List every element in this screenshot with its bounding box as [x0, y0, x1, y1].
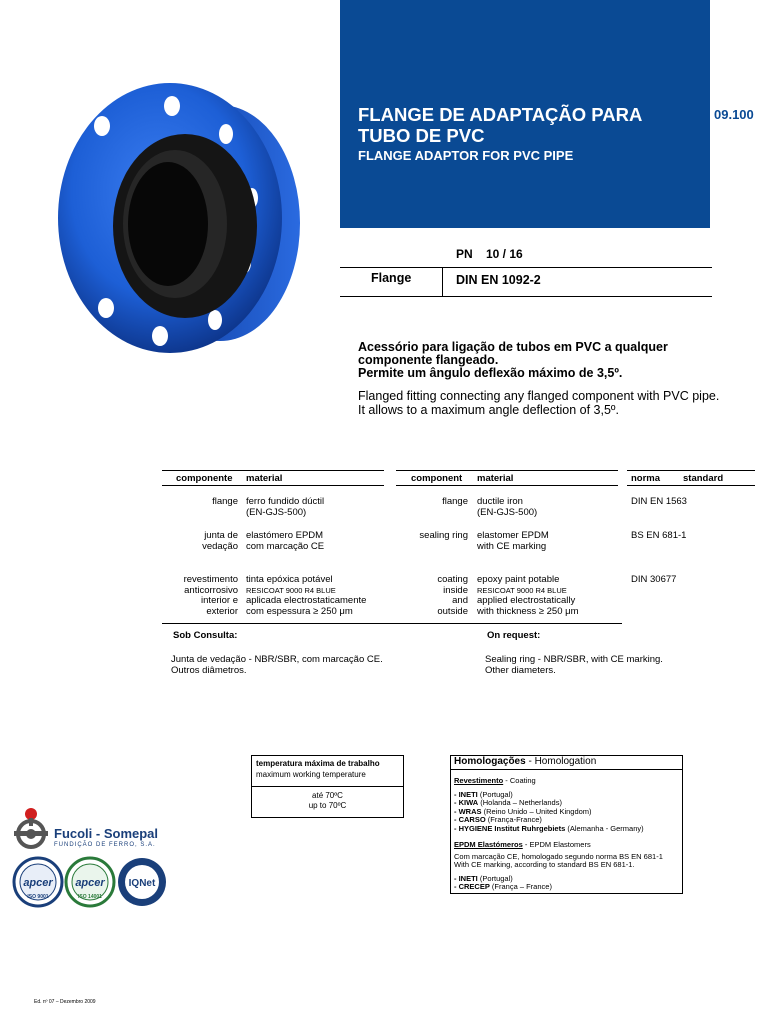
table-rule — [627, 470, 755, 471]
cell-line: com marcação CE — [246, 540, 325, 552]
cell-line: inside — [443, 584, 468, 596]
cert-name: - INETI — [454, 873, 478, 883]
note-heading-pt: Sob Consulta: — [173, 630, 238, 641]
temperature-label-en: maximum working temperature — [256, 770, 366, 779]
cert-name: - CARSO — [454, 815, 486, 824]
column-header: material — [246, 473, 283, 484]
epdm-text: Com marcação CE, homologado segundo norma BS EN 681-1 — [454, 851, 663, 861]
column-header: norma — [631, 473, 661, 484]
cert-name: - KIWA — [454, 798, 479, 807]
badge-text: IQNet — [128, 878, 156, 889]
temperature-label-pt: temperatura máxima de trabalho — [256, 759, 380, 768]
cert-country: (Portugal) — [477, 873, 513, 883]
cert-country: (Alemanha - Germany) — [565, 823, 644, 833]
divider — [340, 296, 712, 297]
badge-text: apcer — [75, 877, 105, 889]
divider — [442, 267, 443, 296]
cert-country: (Reino Unido – United Kingdom) — [481, 806, 592, 816]
table-cell — [477, 497, 537, 518]
cell-line: with thickness ≥ 250 μm — [477, 605, 579, 617]
column-header: componente — [176, 473, 233, 484]
badge-text: apcer — [23, 877, 53, 889]
apcer-iso9001-badge — [12, 856, 64, 908]
cell-line: exterior — [206, 605, 238, 617]
badge-subtext: ISO 9001 — [27, 894, 49, 900]
cell-line: coating — [437, 574, 468, 585]
table-cell — [477, 531, 549, 552]
note-line: Junta de vedação - NBR/SBR, com marcação CE. — [171, 654, 383, 665]
coating-heading: Revestimento — [454, 776, 504, 785]
company-subtitle: FUNDIÇÃO DE FERRO, S.A. — [54, 842, 156, 848]
description-line: Permite um ângulo deflexão máximo de 3,5º. — [358, 366, 623, 380]
cert-name: - HYGIENE Institut Ruhrgebiets — [454, 823, 566, 833]
note-line: Outros diâmetros. — [171, 665, 247, 676]
divider — [450, 769, 683, 770]
pn-label: PN — [456, 247, 473, 261]
cert-country: (Holanda – Netherlands) — [478, 798, 562, 807]
flange-standard: DIN EN 1092-2 — [456, 273, 541, 287]
cell-line: ductile iron — [477, 496, 523, 507]
doc-number: 09.100 — [714, 107, 754, 122]
iqnet-badge — [116, 856, 168, 908]
title-pt — [358, 104, 698, 146]
pn-value: 10 / 16 — [486, 247, 523, 261]
table-cell: flange — [212, 496, 238, 507]
temperature-value-pt: até 70ºC — [312, 791, 343, 800]
cell-line: elastómero EPDM — [246, 530, 324, 541]
cell-line: junta de — [204, 530, 238, 541]
cell-line: interior e — [201, 595, 238, 606]
epdm-heading: EPDM Elastómeros — [454, 840, 523, 849]
cert-country: (França-France) — [485, 815, 542, 824]
note-line: Other diameters. — [485, 665, 556, 676]
cert-country: (Portugal) — [477, 789, 513, 799]
title-pt-line2: TUBO DE PVC — [358, 125, 485, 146]
cell-line: com espessura ≥ 250 μm — [246, 605, 353, 617]
table-cell: DIN 30677 — [631, 574, 677, 585]
table-cell — [162, 575, 238, 617]
cell-line: RESICOAT 9000 R4 BLUE — [246, 585, 336, 595]
cell-line: vedação — [202, 540, 238, 552]
cell-line: tinta epóxica potável — [246, 574, 333, 585]
description-pt — [358, 341, 738, 380]
cell-line: ferro fundido dúctil — [246, 496, 325, 507]
edition-note: Ed. nº 07 – Dezembro 2009 — [34, 999, 96, 1005]
epdm-heading-en: - EPDM Elastomers — [522, 840, 591, 849]
cert-country: (França – France) — [489, 882, 552, 891]
cell-line: anticorrosivo — [184, 584, 238, 596]
table-cell — [246, 575, 366, 617]
cell-line: outside — [437, 605, 468, 617]
column-header: standard — [683, 473, 724, 484]
table-cell — [477, 575, 579, 617]
cell-line: with CE marking — [477, 540, 547, 552]
cell-line: epoxy paint potable — [477, 574, 560, 585]
table-cell: sealing ring — [419, 530, 468, 541]
flange-label: Flange — [371, 271, 412, 285]
description-line: Acessório para ligação de tubos em PVC a qualquer — [358, 340, 668, 354]
cell-line: elastomer EPDM — [477, 530, 549, 541]
description-en — [358, 389, 748, 417]
note-pt — [171, 654, 383, 676]
table-rule — [162, 470, 384, 471]
cell-line: (EN-GJS-500) — [246, 506, 307, 518]
description-line: componente flangeado. — [358, 353, 499, 367]
cell-line: applied electrostatically — [477, 595, 576, 606]
cert-name: - INETI — [454, 789, 478, 799]
divider — [251, 786, 404, 787]
cell-line: aplicada electrostaticamente — [246, 595, 367, 606]
cell-line: revestimento — [183, 574, 238, 585]
badge-subtext: ISO 14001 — [78, 894, 102, 900]
company-name: Fucoli - Somepal — [54, 826, 159, 841]
table-rule — [627, 485, 755, 486]
table-cell: DIN EN 1563 — [631, 496, 687, 507]
coating-heading-en: - Coating — [503, 776, 536, 785]
table-rule — [396, 470, 618, 471]
description-line: Flanged fitting connecting any flanged component with PVC pipe. — [358, 389, 720, 403]
company-logo-icon — [12, 806, 50, 852]
note-heading-en: On request: — [487, 630, 541, 641]
column-header: material — [477, 473, 514, 484]
cell-line: RESICOAT 9000 R4 BLUE — [477, 585, 567, 595]
table-cell: flange — [442, 496, 468, 507]
cert-name: - WRAS — [454, 806, 482, 816]
temperature-value — [251, 791, 404, 811]
table-cell — [246, 531, 324, 552]
epdm-text: With CE marking, according to standard BS EN 681-1. — [454, 860, 635, 869]
title-pt-line1: FLANGE DE ADAPTAÇÃO PARA — [358, 104, 643, 125]
table-rule — [396, 485, 618, 486]
note-en — [485, 654, 663, 676]
note-line: Sealing ring - NBR/SBR, with CE marking. — [485, 654, 663, 665]
table-cell — [162, 531, 238, 552]
cell-line: (EN-GJS-500) — [477, 506, 538, 518]
table-cell — [396, 575, 468, 617]
homologation-title — [454, 756, 596, 767]
divider — [340, 267, 712, 268]
homologation-title-en: - Homologation — [525, 756, 597, 767]
description-line: It allows to a maximum angle deflection of 3,5º. — [358, 403, 619, 417]
table-cell: BS EN 681-1 — [631, 530, 687, 541]
apcer-iso14001-badge — [64, 856, 116, 908]
flange-product-image — [40, 78, 310, 368]
cert-name: - CRECEP — [454, 882, 490, 891]
homologation-title-pt: Homologações — [454, 756, 526, 767]
homologation-coating — [454, 777, 663, 892]
title-en: FLANGE ADAPTOR FOR PVC PIPE — [358, 148, 574, 163]
table-rule — [162, 485, 384, 486]
table-cell — [246, 497, 324, 518]
column-header: component — [411, 473, 463, 484]
table-rule — [162, 623, 622, 624]
cell-line: and — [452, 595, 468, 606]
temperature-value-en: up to 70ºC — [308, 801, 347, 810]
